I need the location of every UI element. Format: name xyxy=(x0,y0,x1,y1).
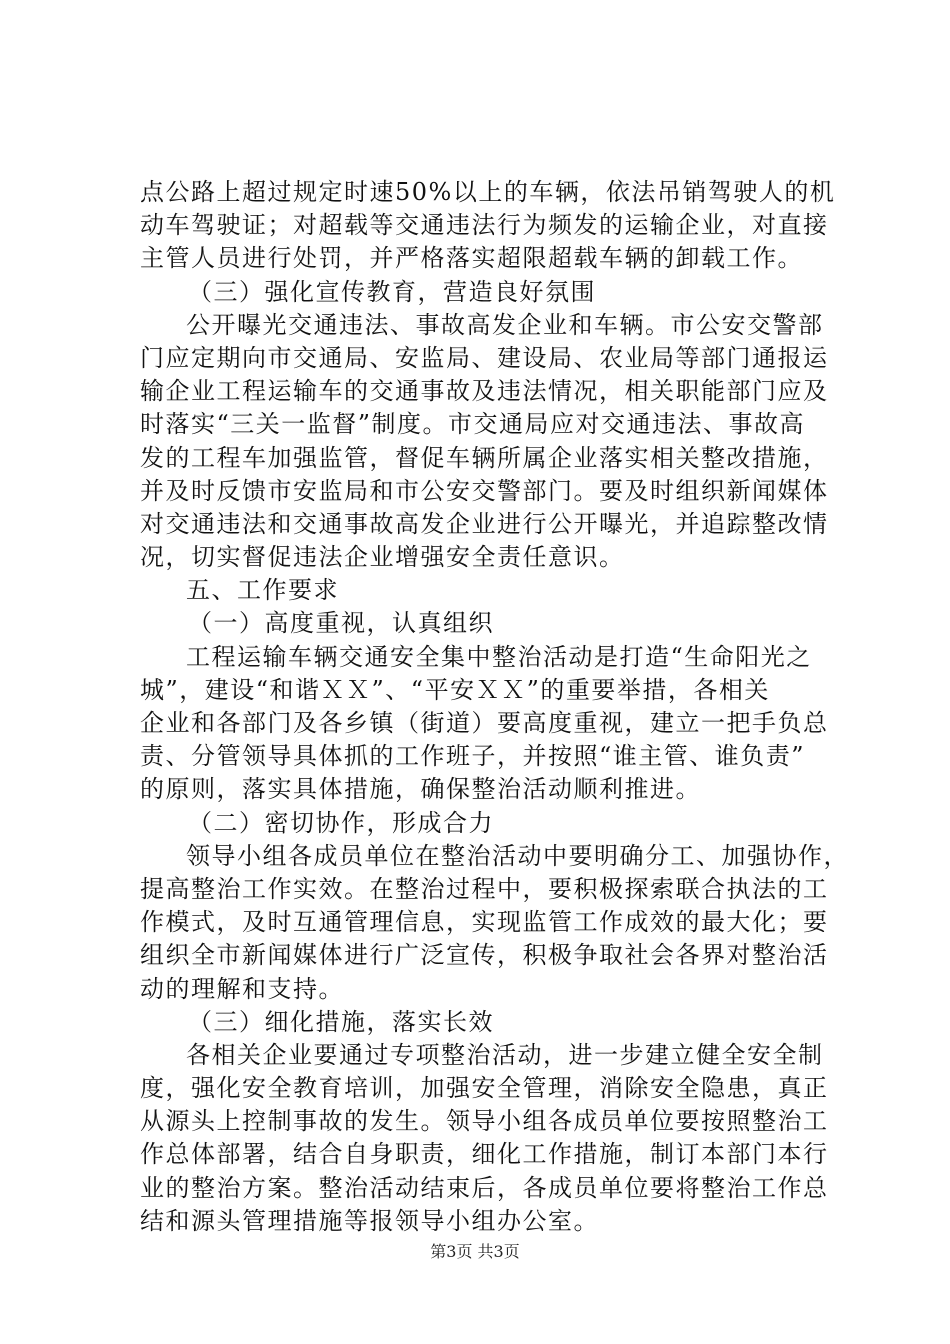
text-line: 点公路上超过规定时速50%以上的车辆，依法吊销驾驶人的机 xyxy=(140,178,836,206)
text-line: 业的整治方案。整治活动结束后，各成员单位要将整治工作总 xyxy=(140,1173,829,1202)
text-line: 从源头上控制事故的发生。领导小组各成员单位要按照整治工 xyxy=(140,1107,829,1136)
text-line: 对交通违法和交通事故高发企业进行公开曝光，并追踪整改情 xyxy=(140,509,829,538)
text-line: 主管人员进行处罚，并严格落实超限超载车辆的卸载工作。 xyxy=(140,244,803,273)
paragraph-first-line: 工程运输车辆交通安全集中整治活动是打造“生命阳光之 xyxy=(186,642,812,671)
text-line: 动车驾驶证；对超载等交通违法行为频发的运输企业，对直接 xyxy=(140,211,829,240)
paragraph-first-line: 公开曝光交通违法、事故高发企业和车辆。市公安交警部 xyxy=(186,310,824,339)
text-line: 度，强化安全教育培训，加强安全管理，消除安全隐患，真正 xyxy=(140,1074,829,1103)
text-line: 企业和各部门及各乡镇（街道）要高度重视，建立一把手负总 xyxy=(140,709,829,737)
text-line: 况，切实督促违法企业增强安全责任意识。 xyxy=(140,543,625,572)
document-body xyxy=(140,176,849,1238)
section-heading: （三）细化措施，落实长效 xyxy=(188,1007,494,1036)
text-line: 作总体部署，结合自身职责，细化工作措施，制订本部门本行 xyxy=(140,1140,829,1169)
text-line: 动的理解和支持。 xyxy=(140,974,344,1003)
text-line: 的原则，落实具体措施，确保整治活动顺利推进。 xyxy=(140,775,701,804)
text-line: 发的工程车加强监管，督促车辆所属企业落实相关整改措施， xyxy=(140,443,829,472)
text-line: 责、分管领导具体抓的工作班子，并按照“谁主管、谁负责” xyxy=(140,742,806,771)
text-line: 组织全市新闻媒体进行广泛宣传，积极争取社会各界对整治活 xyxy=(140,941,829,970)
section-heading: （二）密切协作，形成合力 xyxy=(188,808,494,837)
section-heading: 五、工作要求 xyxy=(186,576,339,605)
page-number: 第3页 共3页 xyxy=(430,1242,520,1261)
section-heading: （一）高度重视，认真组织 xyxy=(188,609,494,638)
paragraph-first-line: 各相关企业要通过专项整治活动，进一步建立健全安全制 xyxy=(186,1040,824,1069)
text-line: 结和源头管理措施等报领导小组办公室。 xyxy=(140,1206,599,1235)
paragraph-first-line: 领导小组各成员单位在整治活动中要明确分工、加强协作， xyxy=(186,841,849,870)
text-line: 时落实“三关一监督”制度。市交通局应对交通违法、事故高 xyxy=(140,410,806,439)
text-line: 作模式，及时互通管理信息，实现监管工作成效的最大化；要 xyxy=(140,908,829,937)
text-line: 并及时反馈市安监局和市公安交警部门。要及时组织新闻媒体 xyxy=(140,476,829,505)
text-line: 提高整治工作实效。在整治过程中，要积极探索联合执法的工 xyxy=(140,874,829,903)
text-line: 输企业工程运输车的交通事故及违法情况，相关职能部门应及 xyxy=(140,377,829,406)
text-line: 城”，建设“和谐ＸＸ”、“平安ＸＸ”的重要举措，各相关 xyxy=(140,675,770,704)
text-line: 门应定期向市交通局、安监局、建设局、农业局等部门通报运 xyxy=(140,343,829,372)
section-heading: （三）强化宣传教育，营造良好氛围 xyxy=(188,277,596,306)
